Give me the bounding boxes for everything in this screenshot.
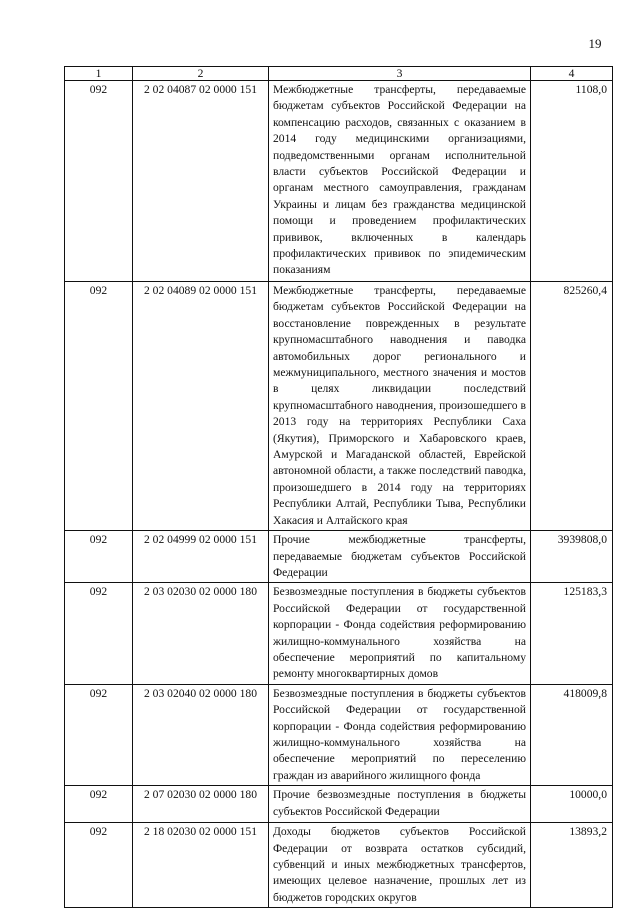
amount-cell: 10000,0 [531, 786, 613, 823]
budget-code-cell: 2 07 02030 02 0000 180 [133, 786, 269, 823]
budget-code-cell: 2 02 04999 02 0000 151 [133, 531, 269, 583]
table-body [65, 81, 613, 908]
header-col-2: 2 [133, 67, 269, 81]
income-name-cell: Доходы бюджетов субъектов Российской Федерации от возврата остатков субсидий, субвенций и иных межбюджетных трансфертов, имеющих целевое назначение, прошлых лет из бюджетов городских округов [269, 823, 531, 908]
table-row [65, 81, 613, 282]
budget-table [64, 66, 613, 908]
admin-code-cell: 092 [65, 823, 133, 908]
amount-cell: 825260,4 [531, 282, 613, 531]
admin-code-cell: 092 [65, 81, 133, 282]
header-col-4: 4 [531, 67, 613, 81]
table-row [65, 531, 613, 583]
admin-code-cell: 092 [65, 786, 133, 823]
amount-cell: 3939808,0 [531, 531, 613, 583]
amount-cell: 418009,8 [531, 684, 613, 785]
admin-code-cell: 092 [65, 583, 133, 684]
admin-code-cell: 092 [65, 684, 133, 785]
table-row [65, 282, 613, 531]
table-row [65, 583, 613, 684]
income-name-cell: Прочие межбюджетные трансферты, передаваемые бюджетам субъектов Российской Федерации [269, 531, 531, 583]
income-name-cell: Межбюджетные трансферты, передаваемые бюджетам субъектов Российской Федерации на компенсацию расходов, связанных с оказанием в 2014 году медицинскими организациями, подведомственными органам исполнительной власти субъектов Российской Федерации и органам местного самоуправления, гражданам Украины и лицам без гражданства медицинской помощи и проведением профилактических прививок, включенных в календарь профилактических прививок по эпидемическим показаниям [269, 81, 531, 282]
budget-code-cell: 2 02 04087 02 0000 151 [133, 81, 269, 282]
header-col-3: 3 [269, 67, 531, 81]
table-row [65, 684, 613, 785]
amount-cell: 125183,3 [531, 583, 613, 684]
income-name-cell: Межбюджетные трансферты, передаваемые бюджетам субъектов Российской Федерации на восстановление поврежденных в результате крупномасштабного наводнения и паводка автомобильных дорог регионального и межмуниципального, местного значения и мостов в целях ликвидации последствий крупномасштабного наводнения, произошедшего в 2013 году на территориях Республики Саха (Якутия), Приморского и Хабаровского краев, Амурской и Магаданской областей, Еврейской автономной области, а также последствий паводка, произошедшего в 2014 году на территориях Республики Алтай, Республики Тыва, Республики Хакасия и Алтайского края [269, 282, 531, 531]
table-row [65, 786, 613, 823]
admin-code-cell: 092 [65, 282, 133, 531]
income-name-cell: Безвозмездные поступления в бюджеты субъектов Российской Федерации от государственной корпорации - Фонда содействия реформированию жилищно-коммунального хозяйства на обеспечение мероприятий по капитальному ремонту многоквартирных домов [269, 583, 531, 684]
header-col-1: 1 [65, 67, 133, 81]
income-name-cell: Прочие безвозмездные поступления в бюджеты субъектов Российской Федерации [269, 786, 531, 823]
budget-code-cell: 2 03 02040 02 0000 180 [133, 684, 269, 785]
income-name-cell: Безвозмездные поступления в бюджеты субъектов Российской Федерации от государственной корпорации - Фонда содействия реформированию жилищно-коммунального хозяйства на обеспечение мероприятий по переселению граждан из аварийного жилищного фонда [269, 684, 531, 785]
budget-code-cell: 2 03 02030 02 0000 180 [133, 583, 269, 684]
budget-code-cell: 2 18 02030 02 0000 151 [133, 823, 269, 908]
table-row [65, 823, 613, 908]
header-row [65, 67, 613, 81]
amount-cell: 1108,0 [531, 81, 613, 282]
budget-code-cell: 2 02 04089 02 0000 151 [133, 282, 269, 531]
page-number: 19 [588, 36, 602, 51]
amount-cell: 13893,2 [531, 823, 613, 908]
admin-code-cell: 092 [65, 531, 133, 583]
